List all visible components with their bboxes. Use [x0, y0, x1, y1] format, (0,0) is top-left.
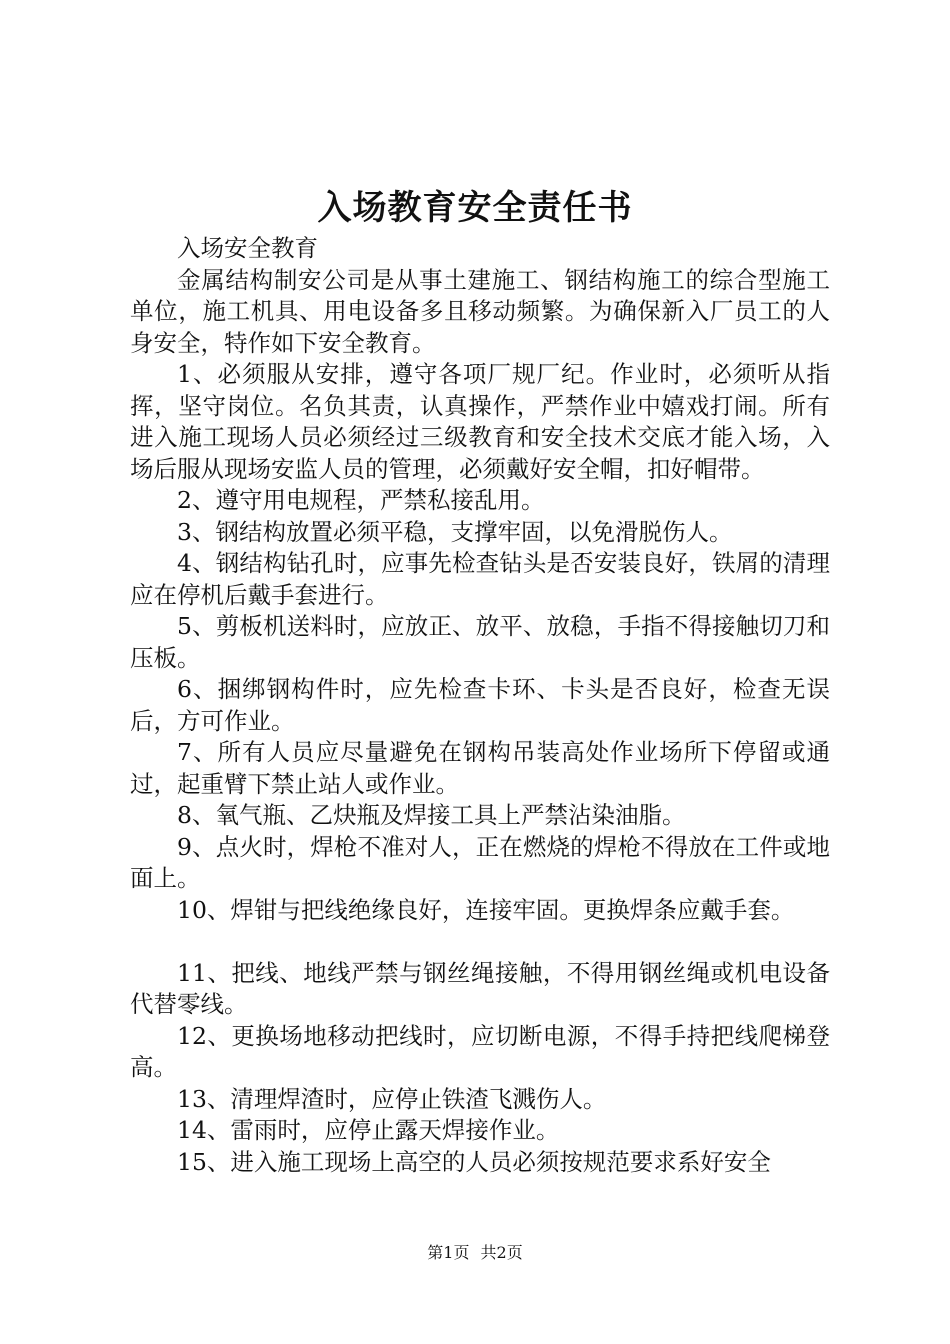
section-heading: 入场安全教育	[177, 234, 318, 262]
rule-item-5: 5、剪板机送料时，应放正、放平、放稳，手指不得接触切刀和压板。	[130, 612, 830, 672]
rule-item-14: 14、雷雨时，应停止露天焊接作业。	[177, 1116, 560, 1144]
rule-item-13: 13、清理焊渣时，应停止铁渣飞溅伤人。	[177, 1084, 607, 1113]
rule-item-11: 11、把线、地线严禁与钢丝绳接触，不得用钢丝绳或机电设备代替零线。	[130, 958, 830, 1018]
rule-item-1: 1、必须服从安排，遵守各项厂规厂纪。作业时，必须听从指挥，坚守岗位。名负其责，认真操作，严禁作业中嬉戏打闹。所有进入施工现场人员必须经过三级教育和安全技术交底才能入场，入场后服从现场安监人员的管理，必须戴好安全帽，扣好帽带。	[130, 360, 830, 483]
rule-item-15: 15、进入施工现场上高空的人员必须按规范要求系好安全	[177, 1147, 771, 1176]
page-footer	[0, 1243, 950, 1263]
blank-line	[130, 926, 830, 958]
rule-item-12: 12、更换场地移动把线时，应切断电源，不得手持把线爬梯登高。	[130, 1021, 830, 1081]
page-number: 第1页	[427, 1243, 470, 1262]
rule-item-10: 10、焊钳与把线绝缘良好，连接牢固。更换焊条应戴手套。	[177, 895, 795, 924]
intro-paragraph: 金属结构制安公司是从事土建施工、钢结构施工的综合型施工单位，施工机具、用电设备多且移动频繁。为确保新入厂员工的人身安全，特作如下安全教育。	[130, 265, 830, 357]
rule-item-8: 8、氧气瓶、乙炔瓶及焊接工具上严禁沾染油脂。	[177, 801, 686, 829]
document-body	[130, 233, 830, 1178]
rule-item-4: 4、钢结构钻孔时，应事先检查钻头是否安装良好，铁屑的清理应在停机后戴手套进行。	[130, 549, 830, 609]
rule-item-6: 6、捆绑钢构件时，应先检查卡环、卡头是否良好，检查无误后，方可作业。	[130, 675, 830, 735]
rule-item-7: 7、所有人员应尽量避免在钢构吊装高处作业场所下停留或通过，起重臂下禁止站人或作业。	[130, 738, 830, 798]
rule-item-2: 2、遵守用电规程，严禁私接乱用。	[177, 486, 545, 514]
rule-item-9: 9、点火时，焊枪不准对人，正在燃烧的焊枪不得放在工件或地面上。	[130, 832, 830, 892]
page-total: 共2页	[480, 1243, 523, 1262]
document-title: 入场教育安全责任书	[317, 188, 633, 228]
rule-item-3: 3、钢结构放置必须平稳，支撑牢固，以免滑脱伤人。	[177, 517, 733, 546]
